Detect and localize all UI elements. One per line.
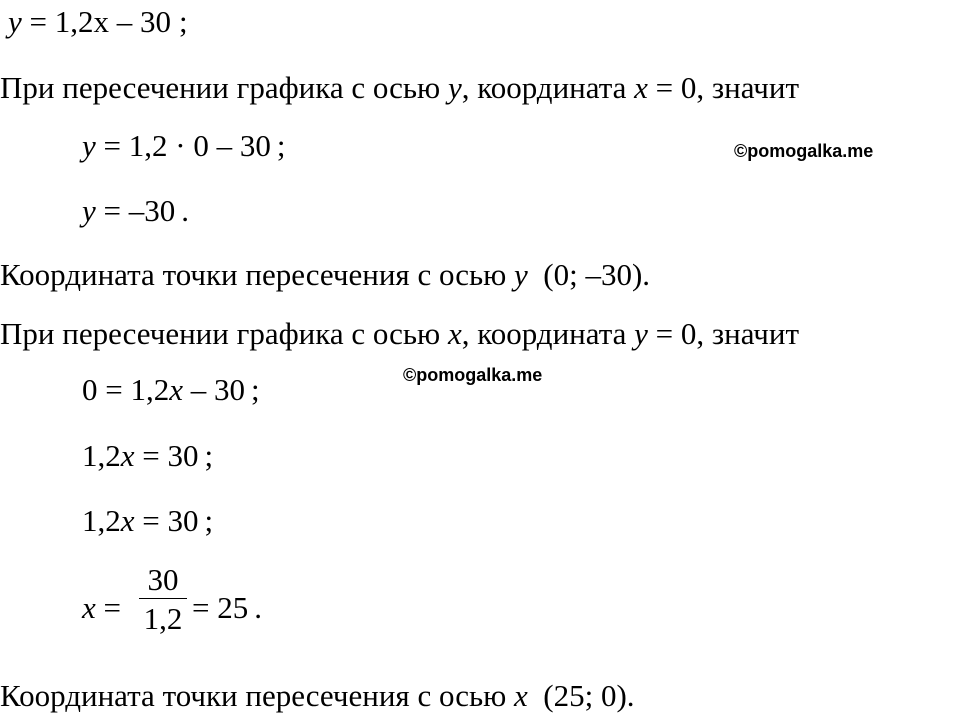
- paragraph-3-cond-var: y: [634, 316, 648, 351]
- equation-line-1: [8, 6, 188, 37]
- equation-line-4: [82, 374, 260, 405]
- equation-5-var: x: [120, 438, 135, 473]
- equation-4-rhs: – 30: [183, 372, 245, 407]
- equation-4-var: x: [169, 372, 183, 407]
- watermark-2: ©pomogalka.me: [403, 365, 543, 385]
- paragraph-2-var: y: [514, 257, 528, 292]
- paragraph-4-point: (25; 0).: [527, 678, 635, 713]
- equation-7-result: = 25: [192, 590, 249, 625]
- paragraph-1-cond: = 0, значит: [647, 70, 799, 105]
- watermark-1: ©pomogalka.me: [734, 141, 874, 161]
- paragraph-2-point: (0; –30).: [527, 257, 651, 292]
- equation-line-5: [82, 440, 213, 471]
- equation-2-lhs: y: [82, 128, 96, 163]
- paragraph-4-var: x: [514, 678, 528, 713]
- equation-6-rhs: = 30: [134, 503, 199, 538]
- equation-6-var: x: [120, 503, 135, 538]
- equation-6-lhs: 1,2: [82, 503, 121, 538]
- equation-line-2: [82, 130, 285, 161]
- paragraph-1-var: y: [447, 70, 462, 105]
- equation-1-lhs: y: [8, 4, 22, 39]
- paragraph-4: [0, 680, 635, 711]
- equation-2-rhs: = 1,2 · 0 – 30: [103, 128, 271, 163]
- equation-7-rhs: [192, 592, 262, 623]
- equation-4-end: ;: [251, 372, 260, 407]
- equation-7-var: x: [82, 590, 96, 625]
- paragraph-2: [0, 259, 650, 290]
- paragraph-1-prefix: При пересечении графика с осью: [0, 70, 448, 105]
- equation-5-lhs: 1,2: [82, 438, 121, 473]
- fraction-denominator: 1,2: [143, 601, 183, 636]
- equation-7-lhs: [82, 592, 121, 623]
- paragraph-1: [0, 72, 799, 103]
- equation-5-end: ;: [204, 438, 214, 473]
- equation-7-eq: =: [103, 590, 121, 625]
- equation-5-rhs: = 30: [134, 438, 199, 473]
- equation-6-end: ;: [204, 503, 214, 538]
- equation-line-6: [82, 505, 213, 536]
- equation-3-rhs: = –30: [103, 193, 176, 228]
- paragraph-3-prefix: При пересечении графика с осью: [0, 316, 448, 351]
- equation-4-lhs: 0 = 1,2: [82, 372, 170, 407]
- fraction-bar: [139, 598, 187, 599]
- paragraph-3-mid: , координата: [461, 316, 635, 351]
- paragraph-3-cond: = 0, значит: [647, 316, 799, 351]
- fraction-numerator: 30: [147, 562, 179, 597]
- paragraph-1-mid: , координата: [461, 70, 635, 105]
- fraction: [139, 564, 187, 634]
- equation-2-end: ;: [276, 128, 286, 163]
- equation-line-3: [82, 195, 189, 226]
- equation-3-end: .: [181, 193, 189, 228]
- equation-3-lhs: y: [82, 193, 96, 228]
- paragraph-3: [0, 318, 799, 349]
- paragraph-4-prefix: Координата точки пересечения с осью: [0, 678, 515, 713]
- equation-7-end: .: [254, 590, 262, 625]
- paragraph-1-cond-var: x: [634, 70, 648, 105]
- equation-1-rhs: = 1,2x – 30: [29, 4, 171, 39]
- equation-1-end: ;: [179, 4, 188, 39]
- paragraph-2-prefix: Координата точки пересечения с осью: [0, 257, 515, 292]
- paragraph-3-var: x: [447, 316, 462, 351]
